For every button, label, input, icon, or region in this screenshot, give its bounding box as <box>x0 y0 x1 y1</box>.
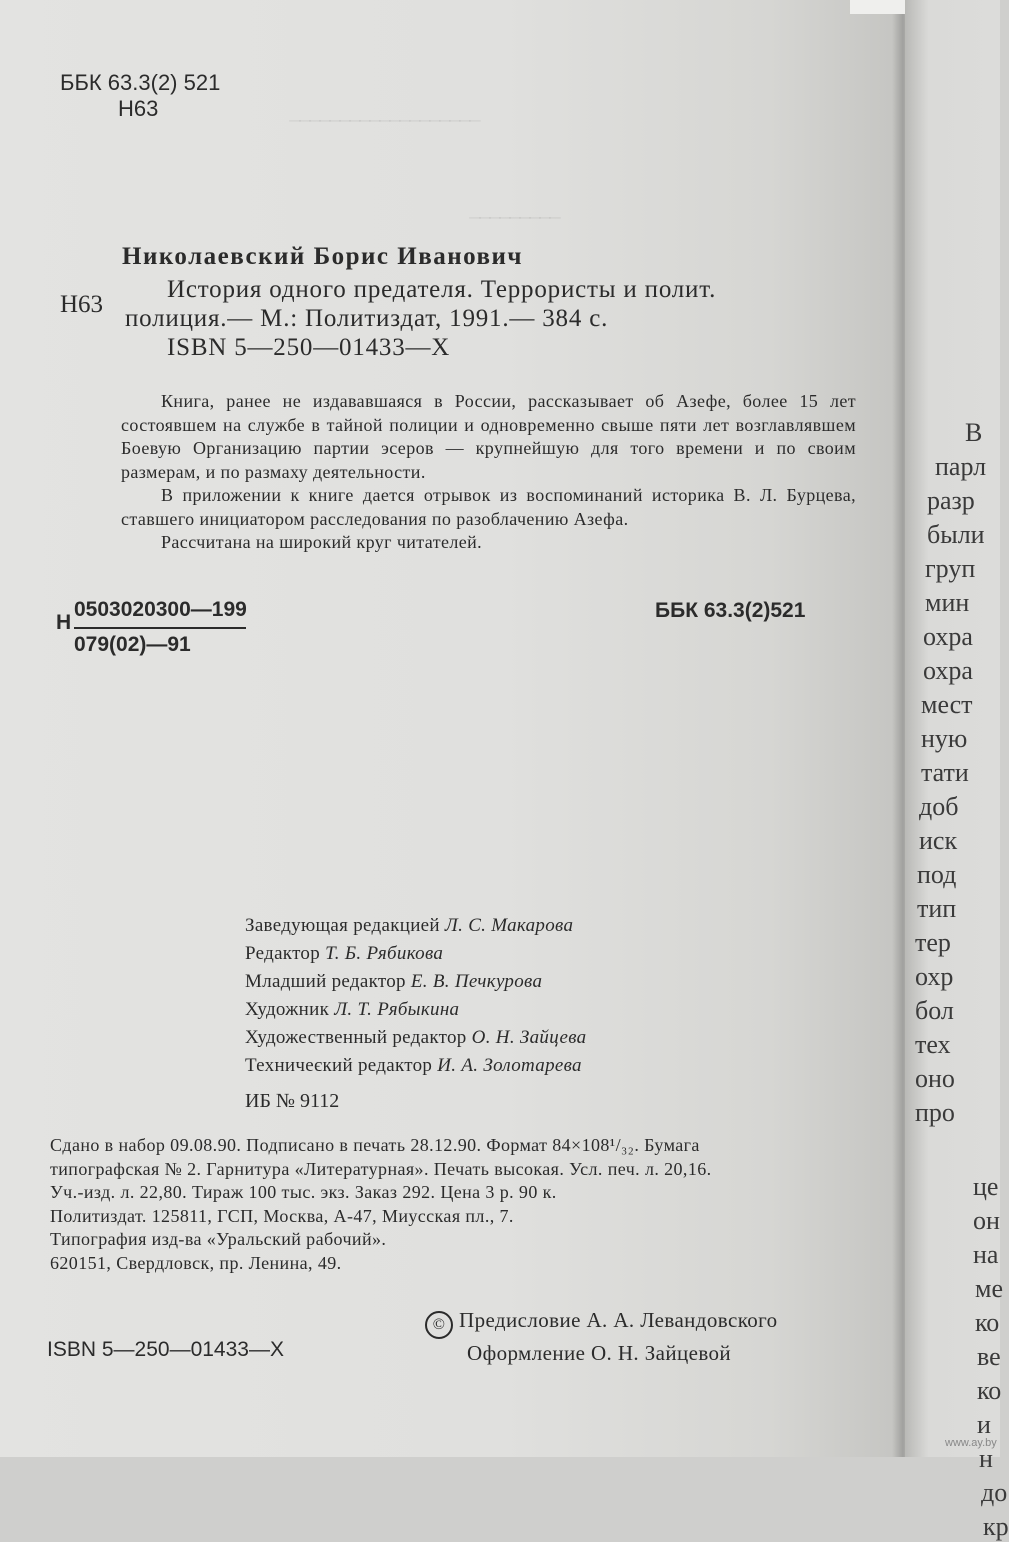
watermark: www.ay.by <box>945 1437 997 1449</box>
text-fragment: оно <box>915 1064 955 1093</box>
copyright-block <box>425 1306 778 1368</box>
credit-name: О. Н. Зайцева <box>471 1027 587 1048</box>
record-author-mark: Н63 <box>60 291 104 318</box>
credit-row <box>245 1052 586 1080</box>
credit-name: Е. В. Печкурова <box>410 971 543 992</box>
annotation <box>121 390 856 555</box>
text-fragment: мест <box>921 690 973 719</box>
credit-row <box>245 996 586 1024</box>
credit-role: Редактор <box>245 943 321 964</box>
text-fragment: под <box>917 860 957 889</box>
fraction-line <box>74 627 246 629</box>
imprint-line: Сдано в набор 09.08.90. Подписано в печать 28.12.90. Формат 84×108¹/₃₂. Бумага <box>50 1135 700 1155</box>
text-fragment: тер <box>915 928 951 957</box>
imprint-line: 620151, Свердловск, пр. Ленина, 49. <box>50 1252 342 1273</box>
bbk-classification: ББК 63.3(2)521 <box>655 599 806 622</box>
classification-numerator: 0503020300—199 <box>74 598 247 621</box>
imprint-line: типографская № 2. Гарнитура «Литературная». Печать высокая. Усл. печ. л. 20,16. <box>50 1158 712 1179</box>
credit-name: Л. С. Макарова <box>444 915 574 936</box>
text-fragment: и <box>977 1410 991 1439</box>
text-fragment: разр <box>927 486 975 515</box>
imprint-line: Уч.-изд. л. 22,80. Тираж 100 тыс. экз. Заказ 292. Цена 3 р. 90 к. <box>50 1182 557 1202</box>
copyright-line <box>425 1306 778 1339</box>
copyright-line <box>425 1339 778 1368</box>
credit-role: Заведующая редакцией <box>245 915 440 936</box>
text-fragment: охра <box>923 622 973 651</box>
author-mark: Н63 <box>118 96 159 121</box>
credit-row <box>245 968 586 996</box>
credit-role: Младший редактор <box>245 971 406 992</box>
credit-role: Художник <box>245 999 330 1020</box>
bbk-index: ББК 63.3(2) 521 <box>60 70 221 95</box>
text-fragment: кр <box>983 1512 1009 1541</box>
text-fragment: охр <box>915 962 954 991</box>
author-name: Николаевский Борис Иванович <box>122 243 523 270</box>
credit-row <box>245 1024 586 1052</box>
text-fragment: он <box>973 1206 1000 1235</box>
imprint-line: Политиздат. 125811, ГСП, Москва, А-47, Миусская пл., 7. <box>50 1205 514 1226</box>
imprint-line: Типография изд-ва «Уральский рабочий». <box>50 1229 387 1249</box>
text-fragment: парл <box>935 452 987 481</box>
right-page <box>905 0 1009 1541</box>
book-title-line-2: полиция.— М.: Политиздат, 1991.— 384 с. <box>125 305 609 332</box>
text-fragment: тип <box>917 894 957 923</box>
text-fragment: были <box>927 520 985 549</box>
text-fragment: ко <box>975 1308 1000 1337</box>
text-fragment: ме <box>975 1274 1003 1303</box>
text-fragment: тати <box>921 758 969 787</box>
bleed-through-text: ‾‾‾‾‾‾‾‾‾‾‾‾‾‾‾‾‾‾‾ <box>290 118 480 151</box>
bleed-through-text: ‾‾‾‾‾‾‾‾‾ <box>470 215 560 248</box>
text-fragment: охра <box>923 656 973 685</box>
copyright-icon: © <box>425 1311 453 1339</box>
copyright-text: Предисловие А. А. Левандовского <box>459 1308 778 1332</box>
text-fragment: иск <box>919 826 958 855</box>
copyright-text: Оформление О. Н. Зайцевой <box>467 1341 732 1365</box>
text-fragment: доб <box>919 792 959 821</box>
ib-number: ИБ № 9112 <box>245 1090 340 1112</box>
classification-letter: Н <box>56 611 72 634</box>
credit-name: Т. Б. Рябикова <box>325 943 444 964</box>
credit-role: Художественный редактор <box>245 1027 467 1048</box>
credit-role: Техничеєкий редактор <box>245 1055 433 1076</box>
text-fragment: на <box>973 1240 999 1269</box>
annotation-paragraph: Книга, ранее не издававшаяся в России, рассказывает об Азефе, более 15 лет состоявшем на службе в тайной полиции и одновременно свыше пяти лет возглавлявшем Боевую Организацию партии эсеров — крупнейшую для того времени и по своим размерам, и по размаху деятельности. <box>121 391 856 482</box>
text-fragment: до <box>981 1478 1008 1507</box>
imprint-block <box>50 1134 712 1275</box>
credit-row <box>245 912 586 940</box>
text-fragment: ную <box>921 724 968 753</box>
text-fragment: це <box>973 1172 999 1201</box>
annotation-paragraph: В приложении к книге дается отрывок из воспоминаний историка В. Л. Бурцева, ставшего инициатором расследования по разоблачению Азефа. <box>121 485 856 529</box>
text-fragment: мин <box>925 588 970 617</box>
text-fragment: ве <box>977 1342 1001 1371</box>
classification-denominator: 079(02)—91 <box>74 633 191 656</box>
isbn-line: ISBN 5—250—01433—X <box>167 334 451 361</box>
annotation-paragraph: Рассчитана на широкий круг читателей. <box>161 532 483 552</box>
credit-row <box>245 940 586 968</box>
text-fragment: ко <box>977 1376 1002 1405</box>
text-fragment: н <box>979 1444 993 1473</box>
text-fragment: про <box>915 1098 955 1127</box>
credit-name: И. А. Золотарева <box>437 1055 582 1076</box>
text-fragment: бол <box>915 996 954 1025</box>
text-fragment: груп <box>925 554 976 583</box>
isbn-bottom: ISBN 5—250—01433—X <box>47 1338 284 1361</box>
text-fragment: тех <box>915 1030 951 1059</box>
book-title-line-1: История одного предателя. Террористы и полит. <box>167 276 717 303</box>
credits-list <box>245 912 586 1080</box>
text-fragment: В <box>965 418 983 447</box>
credit-name: Л. Т. Рябыкина <box>334 999 460 1020</box>
